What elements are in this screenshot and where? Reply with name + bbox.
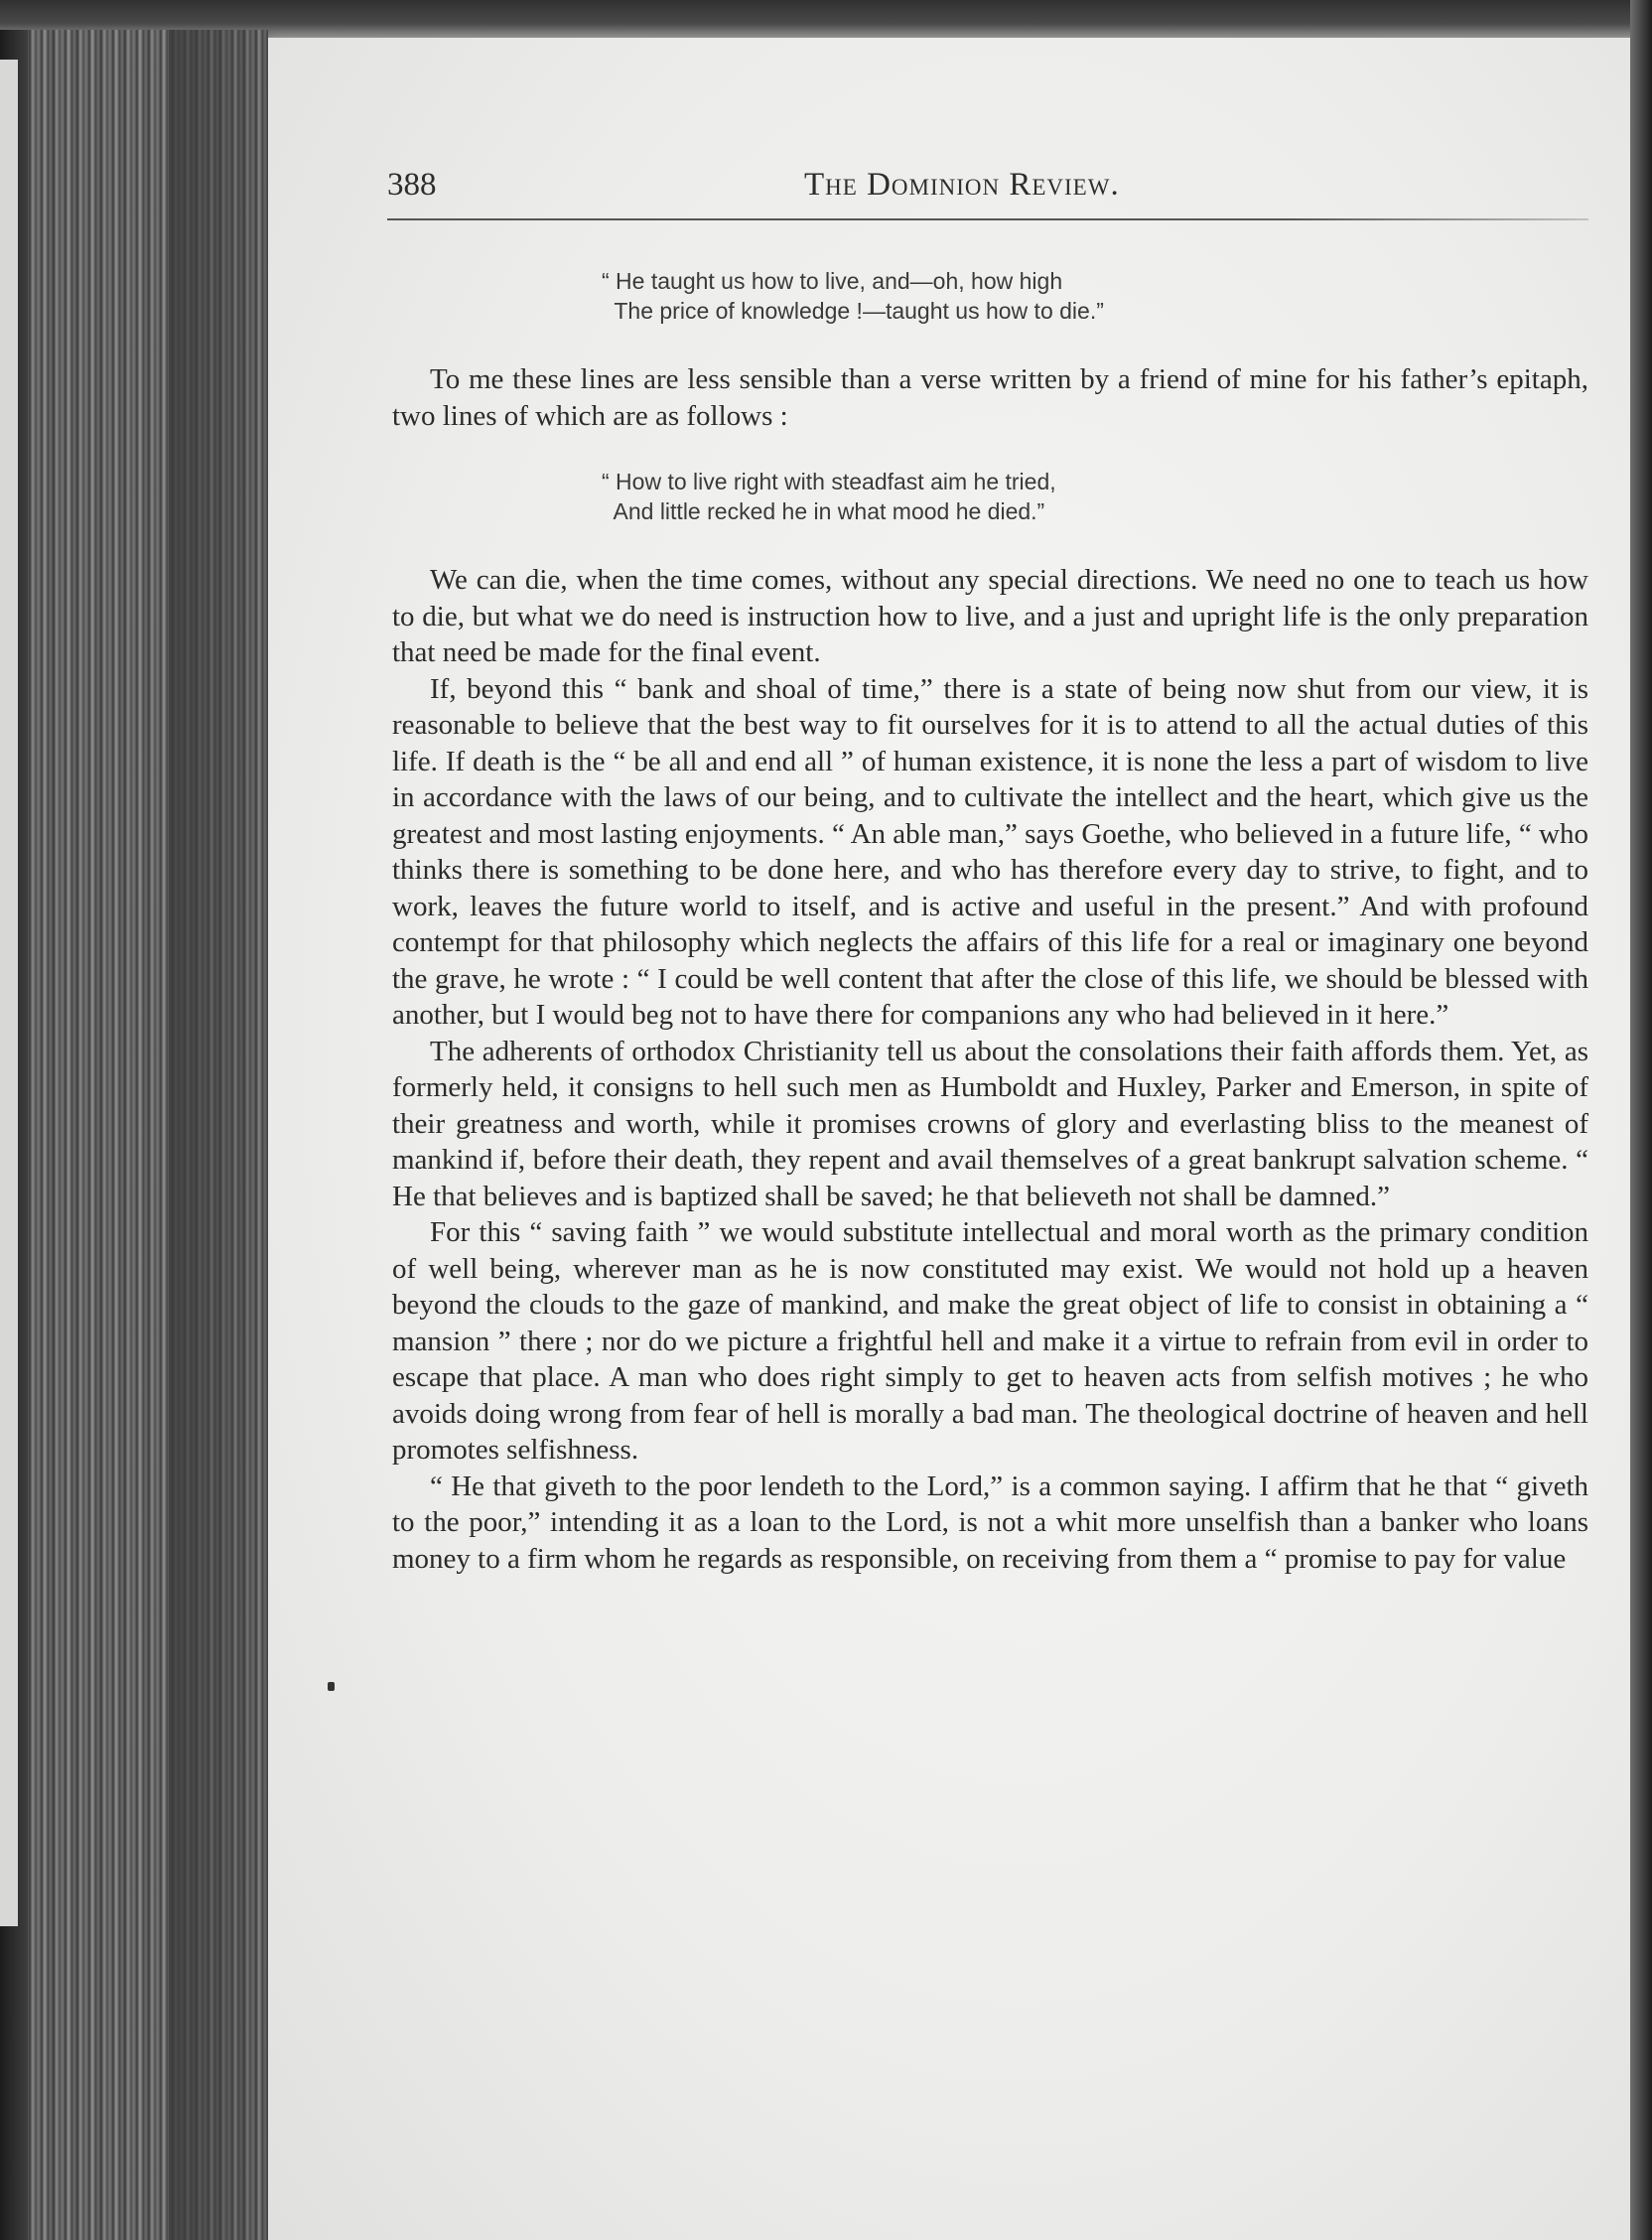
body-text-block-2 (392, 562, 1588, 1577)
body-text-block-1 (392, 361, 1588, 434)
running-header (387, 167, 1593, 224)
epitaph-verse: “ How to live right with steadfast aim he tried, And little recked he in what mood he died.” (602, 469, 1056, 524)
paragraph: To me these lines are less sensible than a verse written by a friend of mine for his father’s epitaph, two lines of which are as follows : (392, 363, 1588, 432)
page-number: 388 (387, 167, 437, 203)
margin-ink-mark (328, 1682, 335, 1691)
gutter-shadow (169, 30, 278, 2240)
right-scan-edge (1630, 0, 1652, 2240)
paragraph: “ He that giveth to the poor lendeth to the Lord,” is a common saying. I affirm that he that “ giveth to the poor,” intending it as a loan to the Lord, is not a whit more unselfish than a banker who loans money to a firm whom he regards as responsible, on receiving from them a “ promise to pay for value (392, 1470, 1588, 1575)
epigraph-verse: “ He taught us how to live, and—oh, how high The price of knowledge !—taught us how to die.” (602, 268, 1104, 324)
paragraph: We can die, when the time comes, without any special directions. We need no one to teach us how to die, but what we do need is instruction how to live, and a just and upright life is the only preparation that need be made for the final event. (392, 564, 1588, 668)
running-title: The Dominion Review. (804, 167, 1120, 203)
paragraph: The adherents of orthodox Christianity tell us about the consolations their faith affords them. Yet, as formerly held, it consigns to hell such men as Humboldt and Huxley, Parker and Emerson, in spite of their greatness and worth, while it promises crowns of glory and everlasting bliss to the meanest of mankind if, before their death, they repent and avail themselves of a great bankrupt salvation scheme. “ He that believes and is baptized shall be saved; he that believeth not shall be damned.” (392, 1035, 1588, 1212)
header-rule (387, 218, 1588, 220)
paragraph: If, beyond this “ bank and shoal of time,” there is a state of being now shut from our view, it is reasonable to believe that the best way to fit ourselves for it is to attend to all the actual duties of this life. If death is the “ be all and end all ” of human existence, it is none the less a part of wisdom to live in accordance with the laws of our being, and to cultivate the intellect and the heart, which give us the greatest and most lasting enjoyments. “ An able man,” says Goethe, who believed in a future life, “ who thinks there is something to be done here, and who has therefore every day to strive, to fight, and to work, leaves the future world to itself, and is active and useful in the present.” And with profound contempt for that philosophy which neglects the affairs of this life for a real or imaginary one beyond the grave, he wrote : “ I could be well content that after the close of this life, we should be blessed with another, but I would beg not to have there for companions any who had believed in it here.” (392, 672, 1588, 1031)
left-paper-strip (0, 60, 18, 1926)
paragraph: For this “ saving faith ” we would substitute intellectual and moral worth as the primary condition of well being, wherever man as he is now constituted may exist. We would not hold up a heaven beyond the clouds to the gaze of mankind, and make the great object of life to consist in obtaining a “ mansion ” there ; nor do we picture a frightful hell and make it a virtue to refrain from evil in order to escape that place. A man who does right simply to get to heaven acts from selfish motives ; he who avoids doing wrong from fear of hell is morally a bad man. The theological doctrine of heaven and hell promotes selfishness. (392, 1216, 1588, 1466)
